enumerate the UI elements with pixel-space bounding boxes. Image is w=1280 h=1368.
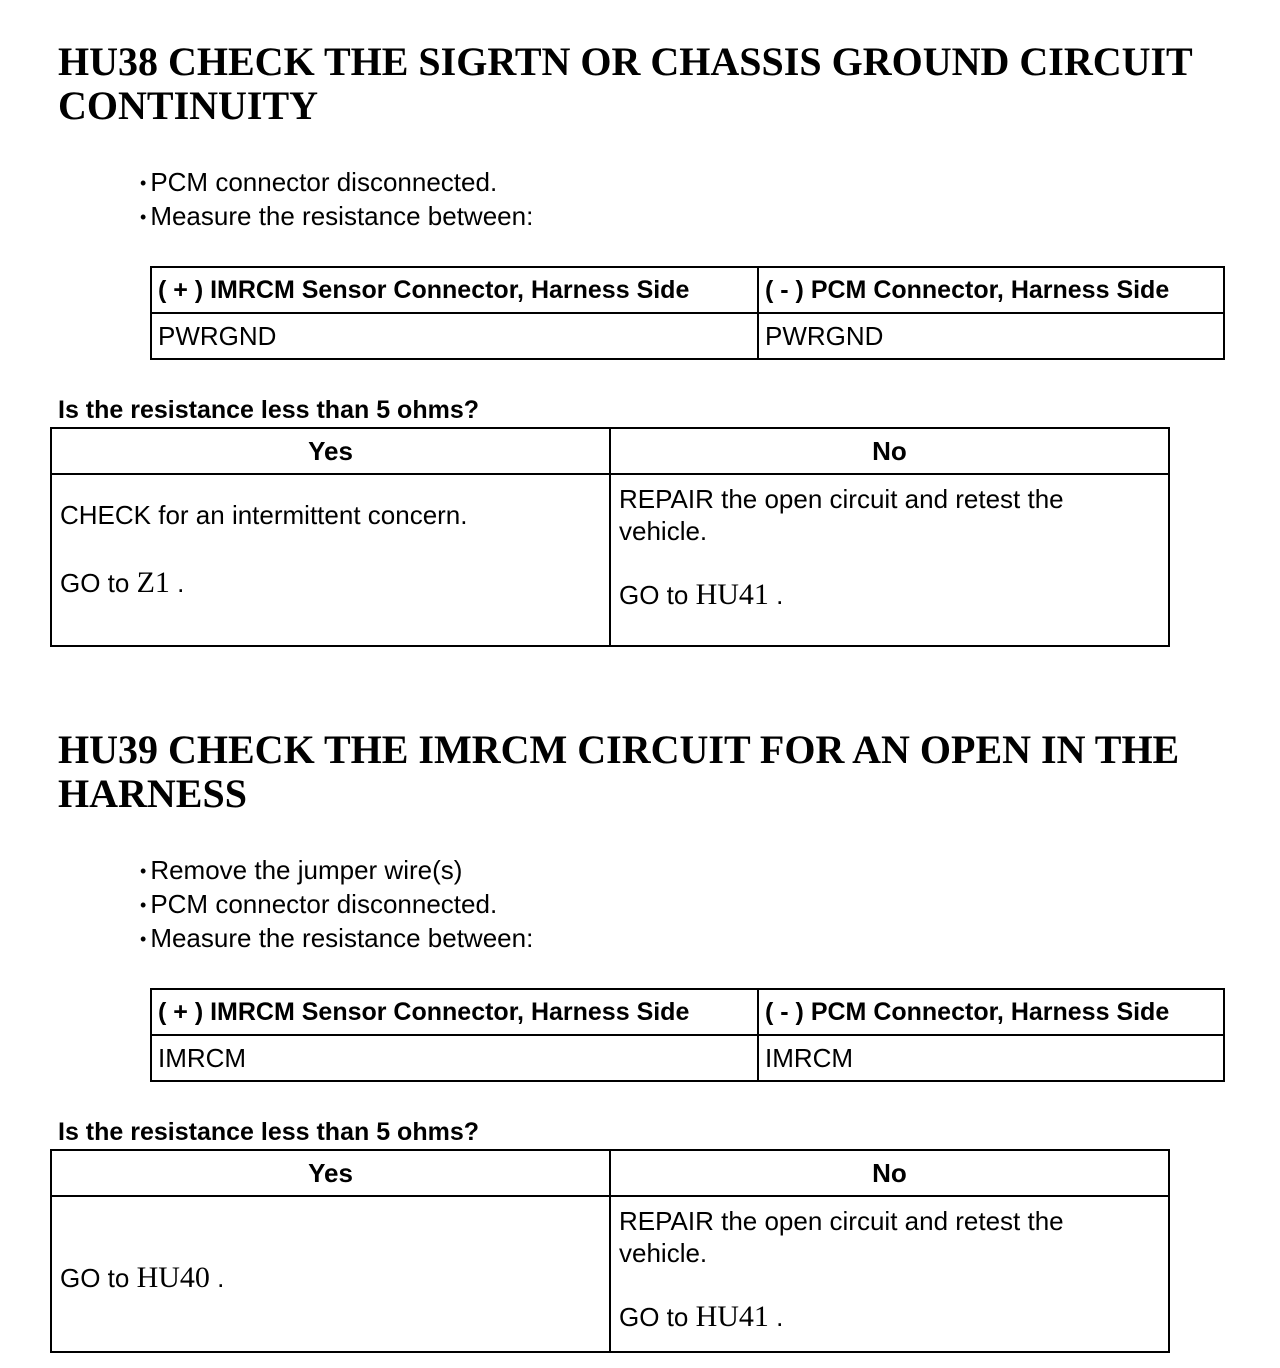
no-action-text: REPAIR the open circuit and retest the vehicle. <box>619 1206 1064 1268</box>
measure-header-negative: ( - ) PCM Connector, Harness Side <box>758 267 1224 313</box>
goto-prefix: GO to <box>60 568 130 598</box>
instruction-item: • Measure the resistance between: <box>140 921 533 955</box>
instruction-item: • PCM connector disconnected. <box>140 887 533 921</box>
decision-table-hu39 <box>50 1149 1170 1353</box>
instruction-item: • PCM connector disconnected. <box>140 165 533 199</box>
measure-cell-negative: PWRGND <box>758 313 1224 359</box>
yes-header: Yes <box>51 1150 610 1196</box>
measure-cell-positive: IMRCM <box>151 1035 758 1081</box>
no-goto <box>619 579 1160 611</box>
goto-prefix: GO to <box>619 580 689 610</box>
yes-goto <box>60 1262 601 1294</box>
measure-header-negative: ( - ) PCM Connector, Harness Side <box>758 989 1224 1035</box>
goto-link-hu41[interactable]: HU41 <box>695 578 769 611</box>
yes-goto <box>60 567 601 599</box>
goto-period: . <box>776 580 784 610</box>
instruction-list-hu38 <box>140 165 533 233</box>
question-hu38: Is the resistance less than 5 ohms? <box>58 396 479 424</box>
no-header: No <box>610 428 1169 474</box>
measurement-table-hu39 <box>150 988 1225 1082</box>
no-header: No <box>610 1150 1169 1196</box>
goto-prefix: GO to <box>619 1302 689 1332</box>
yes-header: Yes <box>51 428 610 474</box>
decision-table-hu38 <box>50 427 1170 647</box>
yes-cell <box>51 1196 610 1352</box>
yes-cell <box>51 474 610 646</box>
measure-header-positive: ( + ) IMRCM Sensor Connector, Harness Side <box>151 267 758 313</box>
goto-period: . <box>776 1302 784 1332</box>
measure-cell-negative: IMRCM <box>758 1035 1224 1081</box>
yes-action-text: CHECK for an intermittent concern. <box>60 500 468 530</box>
section-title-hu39: HU39 CHECK THE IMRCM CIRCUIT FOR AN OPEN IN THE HARNESS <box>58 727 1180 816</box>
instruction-list-hu39 <box>140 853 533 955</box>
measure-cell-positive: PWRGND <box>151 313 758 359</box>
no-cell <box>610 1196 1169 1352</box>
goto-period: . <box>177 568 185 598</box>
goto-link-hu41[interactable]: HU41 <box>695 1300 769 1333</box>
goto-period: . <box>217 1263 225 1293</box>
no-cell <box>610 474 1169 646</box>
goto-prefix: GO to <box>60 1263 130 1293</box>
measure-header-positive: ( + ) IMRCM Sensor Connector, Harness Side <box>151 989 758 1035</box>
no-goto <box>619 1301 1160 1333</box>
section-title-hu38: HU38 CHECK THE SIGRTN OR CHASSIS GROUND CIRCUIT CONTINUITY <box>58 39 1193 128</box>
goto-link-hu40[interactable]: HU40 <box>136 1261 210 1294</box>
instruction-item: • Measure the resistance between: <box>140 199 533 233</box>
no-action-text: REPAIR the open circuit and retest the vehicle. <box>619 484 1064 546</box>
instruction-item: • Remove the jumper wire(s) <box>140 853 533 887</box>
goto-link-z1[interactable]: Z1 <box>136 566 170 599</box>
measurement-table-hu38 <box>150 266 1225 360</box>
question-hu39: Is the resistance less than 5 ohms? <box>58 1118 479 1146</box>
